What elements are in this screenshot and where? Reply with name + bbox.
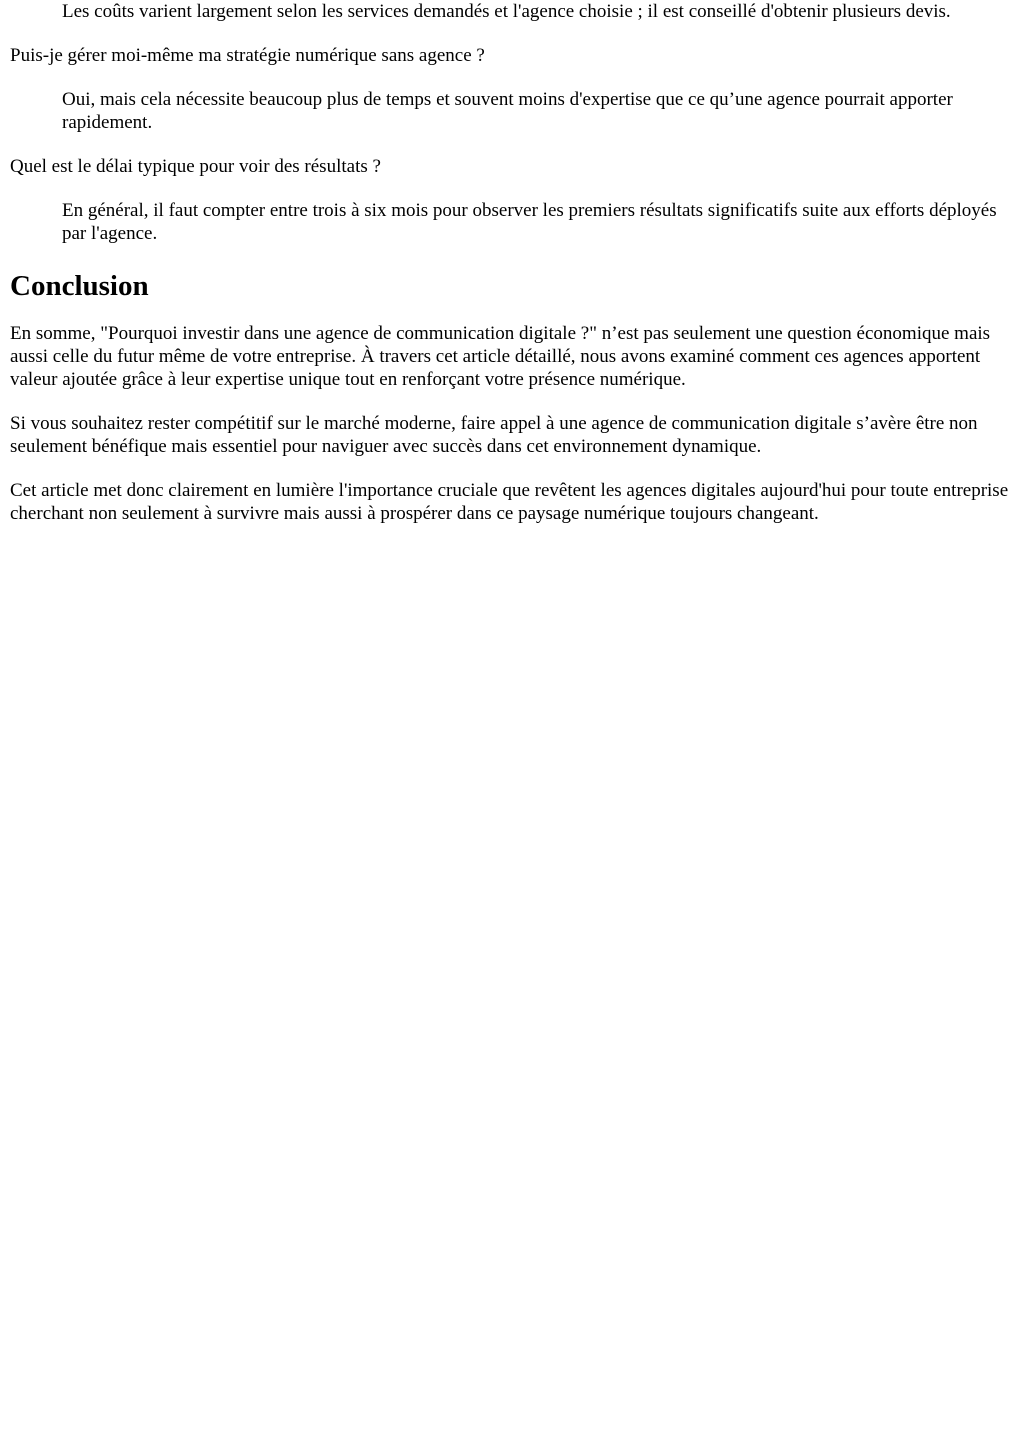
faq-question: Puis-je gérer moi-même ma stratégie numérique sans agence ? — [10, 45, 485, 66]
faq-question: Quel est le délai typique pour voir des résultats ? — [10, 156, 381, 177]
conclusion-section — [10, 269, 1014, 525]
conclusion-paragraph: Si vous souhaitez rester compétitif sur le marché moderne, faire appel à une agence de communication digitale s’avère être non seulement bénéfique mais essentiel pour naviguer avec succès dans cet environnement dynamique. — [10, 413, 978, 457]
conclusion-heading: Conclusion — [10, 270, 149, 302]
conclusion-paragraph: Cet article met donc clairement en lumière l'importance cruciale que revêtent les agences digitales aujourd'hui pour toute entreprise cherchant non seulement à survivre mais aussi à prospérer dans ce paysage numérique toujours changeant. — [10, 480, 1009, 524]
conclusion-paragraph: En somme, "Pourquoi investir dans une agence de communication digitale ?" n’est pas seulement une question économique mais aussi celle du futur même de votre entreprise. À travers cet article détaillé, nous avons examiné comment ces agences apportent valeur ajoutée grâce à leur expertise unique tout en renforçant votre présence numérique. — [10, 323, 991, 390]
faq-answer: Les coûts varient largement selon les services demandés et l'agence choisie ; il est conseillé d'obtenir plusieurs devis. — [62, 1, 951, 22]
faq-answer: En général, il faut compter entre trois à six mois pour observer les premiers résultats significatifs suite aux efforts déployés par l'agence. — [62, 200, 997, 244]
faq-answer: Oui, mais cela nécessite beaucoup plus de temps et souvent moins d'expertise que ce qu’une agence pourrait apporter rapidement. — [62, 89, 953, 133]
article-page — [0, 0, 1024, 525]
faq-list — [10, 0, 1014, 245]
